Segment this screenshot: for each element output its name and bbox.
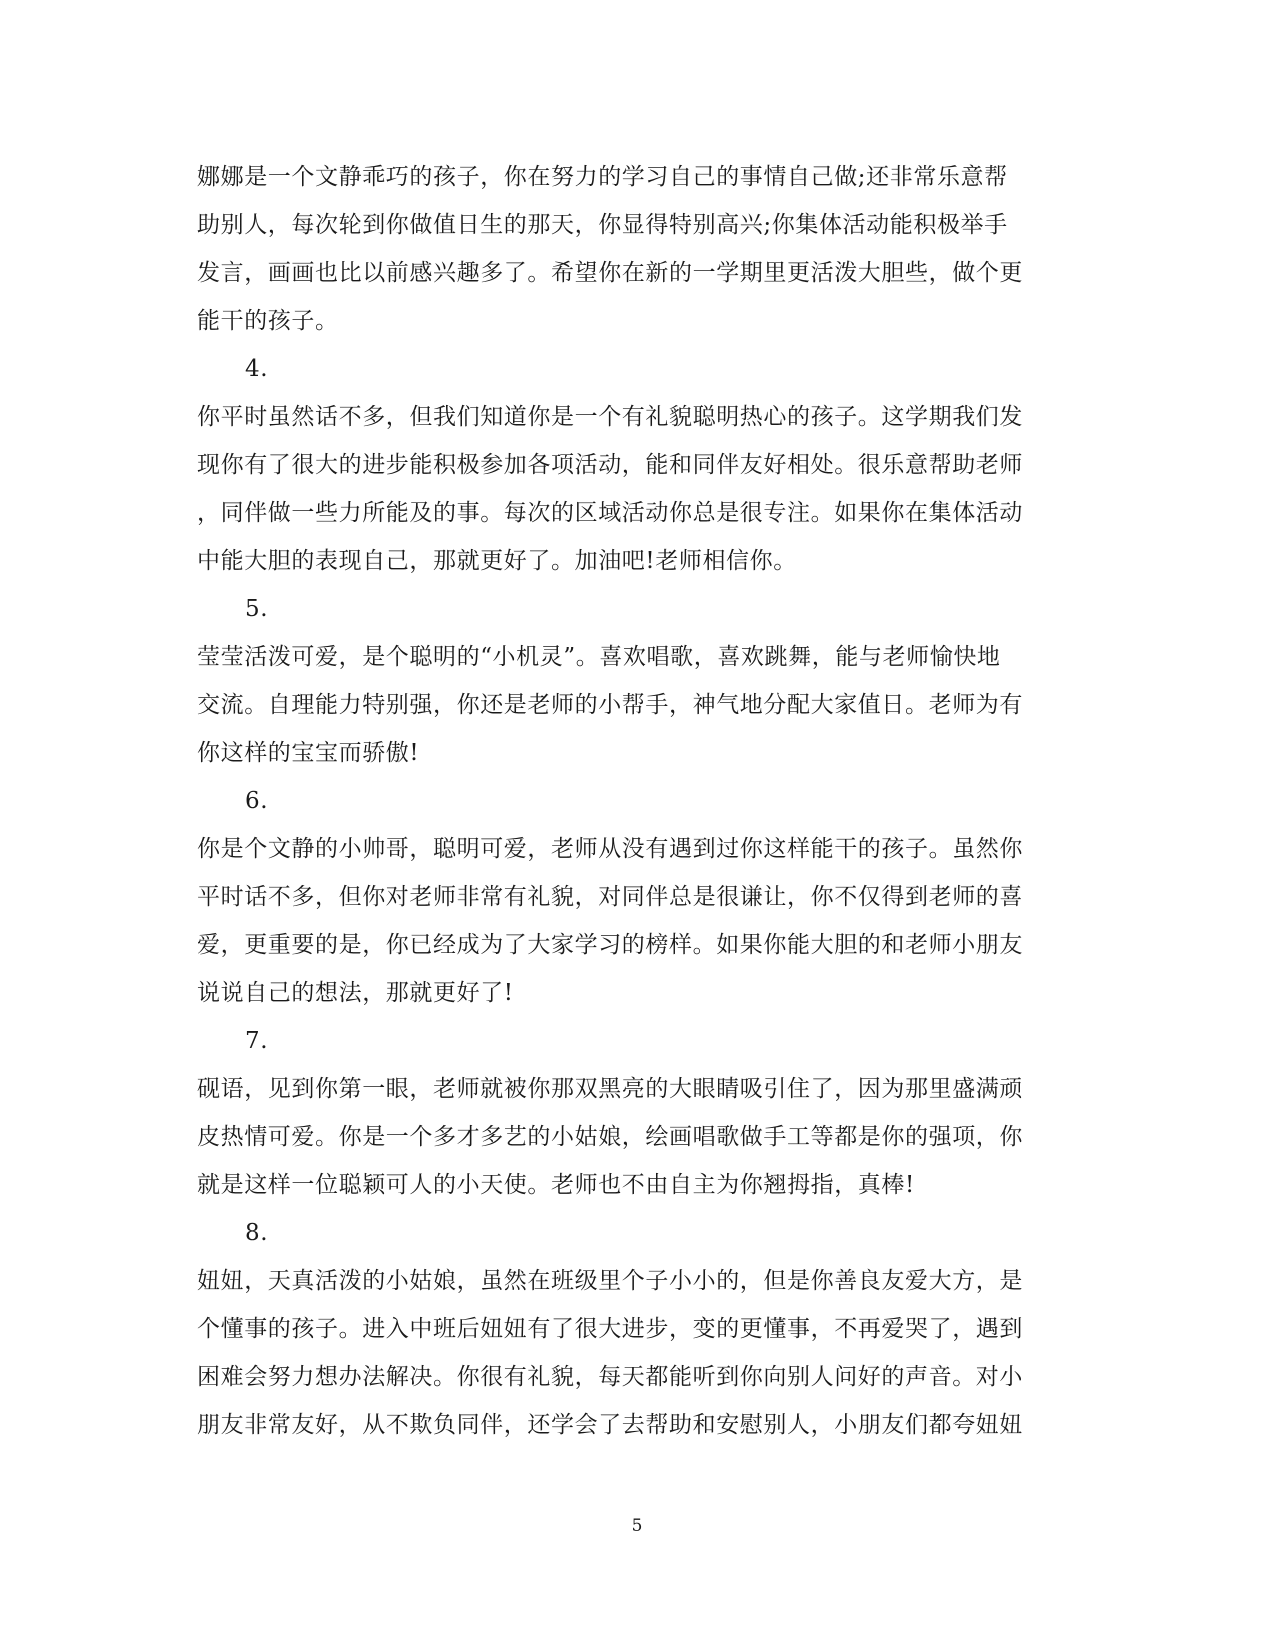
text-line: 中能大胆的表现自己，那就更好了。加油吧!老师相信你。 — [197, 548, 797, 574]
text-line: 助别人，每次轮到你做值日生的那天，你显得特别高兴;你集体活动能积极举手 — [197, 212, 1008, 238]
text-line: 你是个文静的小帅哥，聪明可爱，老师从没有遇到过你这样能干的孩子。虽然你 — [197, 836, 1023, 862]
text-line: 说说自己的想法，那就更好了! — [197, 980, 514, 1006]
document-body — [197, 153, 1077, 1449]
text-line: 妞妞，天真活泼的小姑娘，虽然在班级里个子小小的，但是你善良友爱大方，是 — [197, 1268, 1023, 1294]
text-line: 皮热情可爱。你是一个多才多艺的小姑娘，绘画唱歌做手工等都是你的强项，你 — [197, 1124, 1023, 1150]
text-line: 个懂事的孩子。进入中班后妞妞有了很大进步，变的更懂事，不再爱哭了，遇到 — [197, 1316, 1023, 1342]
page-number: 5 — [631, 1516, 643, 1536]
text-line: 朋友非常友好，从不欺负同伴，还学会了去帮助和安慰别人，小朋友们都夸妞妞 — [197, 1412, 1023, 1438]
text-line: 困难会努力想办法解决。你很有礼貌，每天都能听到你向别人问好的声音。对小 — [197, 1364, 1023, 1390]
entry-number: 4. — [245, 356, 269, 382]
text-line: 你这样的宝宝而骄傲! — [197, 740, 420, 766]
entry-number: 6. — [245, 788, 269, 814]
text-line: 能干的孩子。 — [197, 308, 339, 334]
text-line: 平时话不多，但你对老师非常有礼貌，对同伴总是很谦让，你不仅得到老师的喜 — [197, 884, 1023, 910]
text-line: 爱，更重要的是，你已经成为了大家学习的榜样。如果你能大胆的和老师小朋友 — [197, 932, 1023, 958]
text-line: 你平时虽然话不多，但我们知道你是一个有礼貌聪明热心的孩子。这学期我们发 — [197, 404, 1023, 430]
entry-number: 7. — [245, 1028, 269, 1054]
text-line: 砚语，见到你第一眼，老师就被你那双黑亮的大眼睛吸引住了，因为那里盛满顽 — [197, 1076, 1023, 1102]
text-line: ，同伴做一些力所能及的事。每次的区域活动你总是很专注。如果你在集体活动 — [197, 500, 1023, 526]
text-line: 莹莹活泼可爱，是个聪明的“小机灵”。喜欢唱歌，喜欢跳舞，能与老师愉快地 — [197, 644, 1001, 670]
entry-number: 5. — [245, 596, 269, 622]
text-line: 发言，画画也比以前感兴趣多了。希望你在新的一学期里更活泼大胆些，做个更 — [197, 260, 1023, 286]
text-line: 现你有了很大的进步能积极参加各项活动，能和同伴友好相处。很乐意帮助老师 — [197, 452, 1023, 478]
text-line: 娜娜是一个文静乖巧的孩子，你在努力的学习自己的事情自己做;还非常乐意帮 — [197, 164, 1008, 190]
text-line: 交流。自理能力特别强，你还是老师的小帮手，神气地分配大家值日。老师为有 — [197, 692, 1023, 718]
entry-number: 8. — [245, 1220, 269, 1246]
text-line: 就是这样一位聪颖可人的小天使。老师也不由自主为你翘拇指，真棒! — [197, 1172, 915, 1198]
